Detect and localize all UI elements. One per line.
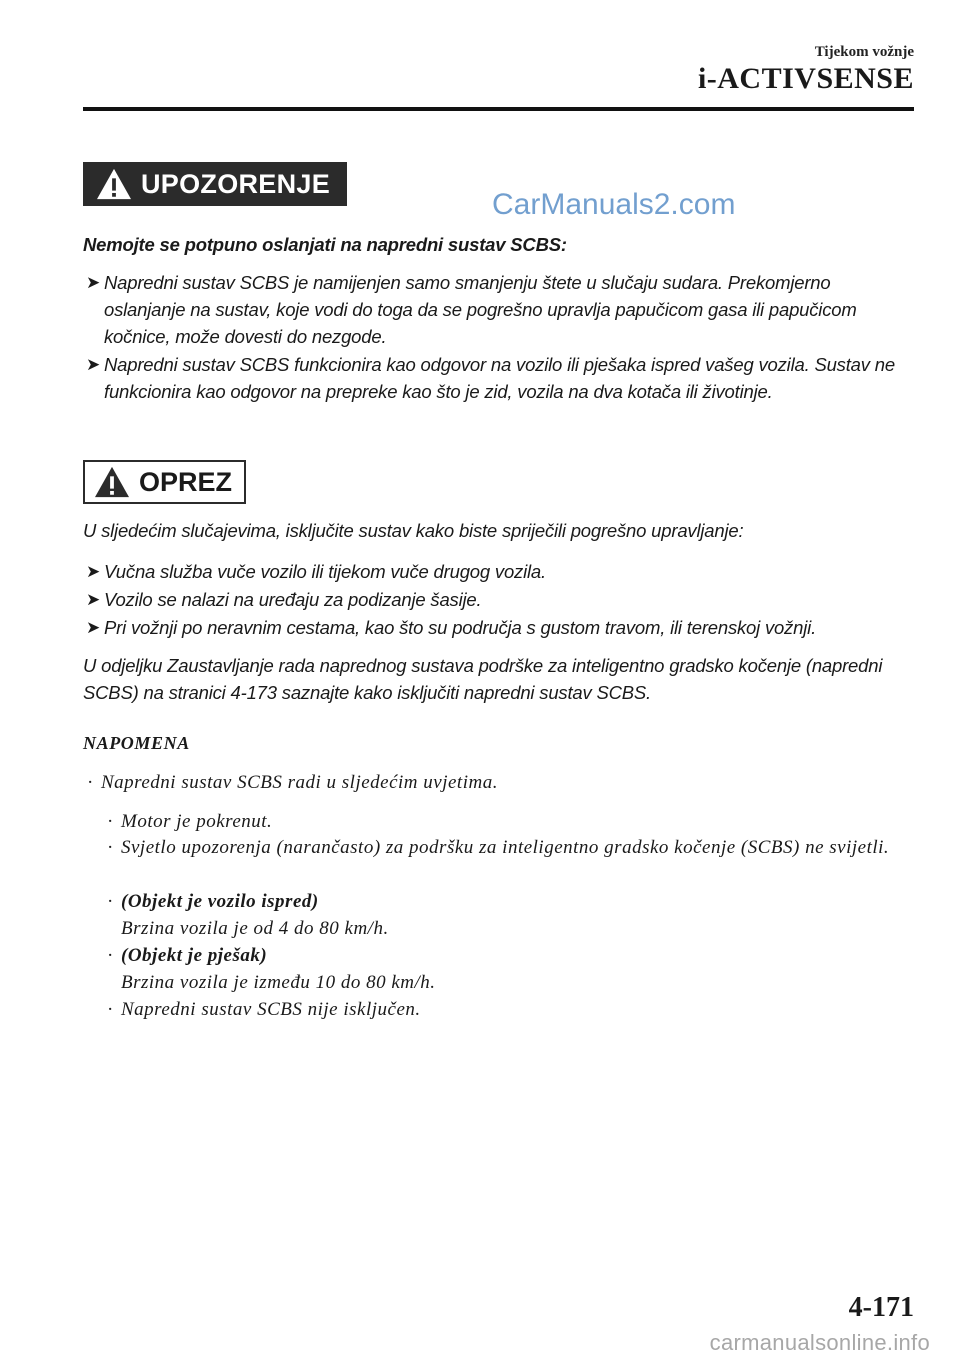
note-main-item <box>83 769 903 796</box>
warning-label: UPOZORENJE <box>141 168 331 199</box>
dot-bullet-icon: · <box>107 811 114 832</box>
caution-label: OPREZ <box>139 466 233 497</box>
header-section: Tijekom vožnje <box>814 44 914 60</box>
note-item-4 <box>103 942 908 996</box>
caution-bullet-text: Vučna služba vuče vozilo ili tijekom vuče drugog vozila. <box>104 561 546 582</box>
watermark: CarManuals2.com <box>492 188 736 221</box>
warning-bullet-1 <box>86 269 908 350</box>
warning-bullet-text: Napredni sustav SCBS je namijenjen samo smanjenju štete u slučaju sudara. Prekomjerno oslanjanje na sustav, koje vodi do toga da se pogrešno upravlja papučicom gasa ili papučicom kočnice, može dovesti do nezgode. <box>104 272 857 347</box>
caution-bullet-2 <box>86 586 908 613</box>
caution-bullet-text: Pri vožnji po neravnim cestama, kao što su područja s gustom travom, ili terenskoj vožnji. <box>104 617 817 638</box>
note-item-text: Svjetlo upozorenja (narančasto) za podršku za inteligentno gradsko kočenje (SCBS) ne svijetli. <box>121 837 890 858</box>
caution-bullet-3 <box>86 614 908 641</box>
caution-outro: U odjeljku Zaustavljanje rada naprednog sustava podrške za inteligentno gradsko kočenje (napredni SCBS) na stranici 4-173 saznajte kako isključiti napredni sustav SCBS. <box>83 655 883 703</box>
warning-bullet-2 <box>86 351 908 405</box>
caution-bullet-text: Vozilo se nalazi na uređaju za podizanje šasije. <box>104 589 482 610</box>
caution-triangle-icon <box>93 465 131 499</box>
note-item-title: (Objekt je vozilo ispred) <box>121 891 319 912</box>
dot-bullet-icon: · <box>107 891 114 912</box>
note-main-text: Napredni sustav SCBS radi u sljedećim uvjetima. <box>101 772 498 793</box>
page-number: 4-171 <box>848 1292 914 1323</box>
dot-bullet-icon: · <box>107 999 114 1020</box>
note-item-5 <box>103 996 908 1023</box>
caution-label-box <box>83 460 246 504</box>
header-rule <box>83 107 914 111</box>
note-item-1 <box>103 808 908 835</box>
dot-bullet-icon: · <box>107 945 114 966</box>
note-item-text: Motor je pokrenut. <box>121 811 273 832</box>
arrow-bullet-icon: ➤ <box>86 590 101 609</box>
warning-bullet-text: Napredni sustav SCBS funkcionira kao odgovor na vozilo ili pješaka ispred vašeg vozila. Sustav ne funkcionira kao odgovor na prepreke kao što je zid, vozila na dva kotača ili životinje. <box>104 354 895 402</box>
note-item-title: (Objekt je pješak) <box>121 945 268 966</box>
warning-label-box <box>83 162 347 206</box>
note-item-text: Brzina vozila je između 10 do 80 km/h. <box>121 972 436 993</box>
arrow-bullet-icon: ➤ <box>86 355 101 374</box>
arrow-bullet-icon: ➤ <box>86 273 101 292</box>
footer-watermark: carmanualsonline.info <box>709 1330 930 1355</box>
dot-bullet-icon: · <box>107 837 114 858</box>
note-item-2 <box>103 834 908 861</box>
caution-intro: U sljedećim slučajevima, isključite sustav kako biste spriječili pogrešno upravljanje: <box>83 520 744 541</box>
arrow-bullet-icon: ➤ <box>86 618 101 637</box>
note-item-text: Brzina vozila je od 4 do 80 km/h. <box>121 918 389 939</box>
note-heading: NAPOMENA <box>83 733 190 753</box>
warning-intro: Nemojte se potpuno oslanjati na napredni sustav SCBS: <box>83 234 567 255</box>
note-item-text: Napredni sustav SCBS nije isključen. <box>121 999 421 1020</box>
header-title: i-ACTIVSENSE <box>697 62 914 95</box>
dot-bullet-icon: · <box>87 772 94 793</box>
warning-triangle-icon <box>95 167 133 201</box>
note-item-3 <box>103 888 908 942</box>
caution-bullet-1 <box>86 558 908 585</box>
arrow-bullet-icon: ➤ <box>86 562 101 581</box>
